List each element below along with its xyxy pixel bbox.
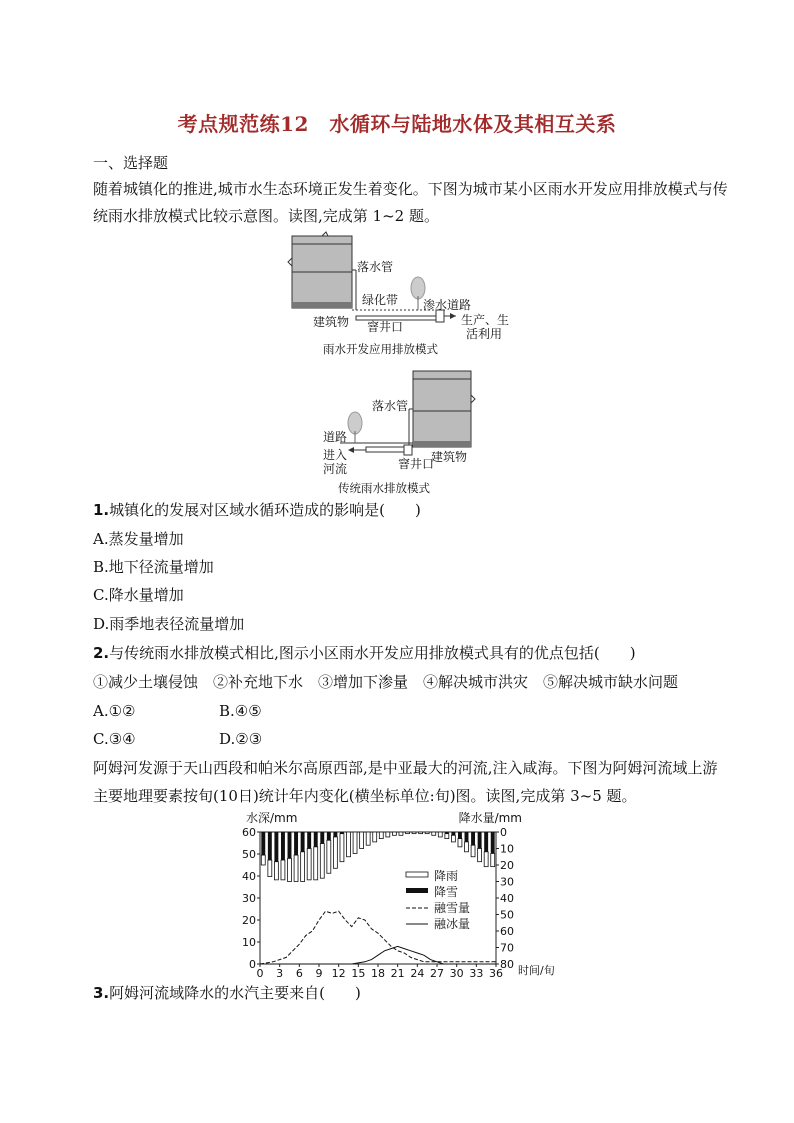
bar-rainfall: [353, 832, 357, 853]
x-tick-label: 6: [295, 967, 303, 980]
question-3-stem: 阿姆河流域降水的水汽主要来自( ): [109, 984, 361, 1002]
legend-label-snowfall: 降雪: [434, 885, 459, 899]
bar-rainfall: [281, 860, 285, 880]
bar-rainfall: [425, 832, 429, 834]
diagram-2-caption: 传统雨水排放模式: [338, 481, 430, 495]
y-right-tick-label: 80: [500, 958, 514, 971]
question-2: [93, 643, 636, 663]
intro-paragraph-1-line-1: 随着城镇化的推进,城市水生态环境正发生着变化。下图为城市某小区雨水开发应用排放模式与传: [93, 180, 728, 198]
bar-rainfall: [432, 832, 436, 835]
section-heading: 一、选择题: [93, 154, 169, 172]
label-use-line-2: 活利用: [466, 327, 503, 341]
bar-snowfall: [261, 832, 265, 855]
label-green-belt: 绿化带: [362, 293, 399, 307]
q2-option-b[interactable]: B.④⑤: [219, 702, 262, 720]
bar-rainfall: [379, 832, 383, 839]
bar-snowfall: [451, 832, 455, 835]
x-tick-label: 27: [430, 967, 444, 980]
label-use-line-1: 生产、生: [461, 313, 510, 327]
bar-snowfall: [491, 832, 495, 853]
x-tick-label: 15: [351, 967, 366, 980]
y-right-tick-label: 30: [500, 875, 514, 889]
bar-snowfall: [465, 832, 469, 842]
bar-rainfall: [471, 845, 475, 857]
question-1: [93, 500, 421, 520]
x-tick-label: 0: [256, 967, 264, 980]
bar-rainfall: [340, 834, 344, 862]
bar-rainfall: [314, 847, 318, 880]
bar-rainfall: [438, 832, 442, 837]
bar-snowfall: [333, 832, 337, 837]
bar-snowfall: [288, 832, 292, 858]
bar-rainfall: [307, 849, 311, 880]
y-axis-left-label: 水深/mm: [246, 811, 298, 825]
bar-snowfall: [327, 832, 331, 840]
bar-snowfall: [281, 832, 285, 860]
x-tick-label: 18: [371, 967, 385, 980]
y-left-tick-label: 50: [242, 848, 256, 861]
q1-option-b[interactable]: B.地下径流量增加: [93, 558, 214, 576]
pipe-shape-2: [366, 447, 406, 452]
bar-rainfall: [320, 844, 324, 879]
intro-paragraph-2-line-2: 主要地理要素按旬(10日)统计年内变化(横坐标单位:旬)图。读图,完成第 3~5 题。: [93, 787, 637, 805]
question-1-stem: 城镇化的发展对区域水循环造成的影响是( ): [109, 501, 421, 519]
bar-snowfall: [471, 832, 475, 845]
bar-rainfall: [268, 860, 272, 877]
x-tick-label: 21: [390, 967, 405, 980]
bar-rainfall: [373, 832, 377, 842]
bar-snowfall: [294, 832, 298, 855]
bar-snowfall: [478, 832, 482, 849]
bar-rainfall: [451, 835, 455, 842]
bar-rainfall: [458, 839, 462, 847]
bar-rainfall: [327, 840, 331, 873]
x-tick-label: 12: [331, 967, 346, 980]
intro-paragraph-1-line-2: 统雨水排放模式比较示意图。读图,完成第 1~2 题。: [93, 207, 439, 225]
y-left-tick-label: 20: [242, 914, 256, 927]
y-right-tick-label: 40: [500, 892, 514, 905]
bar-rainfall: [261, 855, 265, 865]
y-left-tick-label: 60: [242, 826, 256, 839]
page-title: 考点规范练12 水循环与陆地水体及其相互关系: [177, 112, 617, 136]
question-2-stem: 与传统雨水排放模式相比,图示小区雨水开发应用排放模式具有的优点包括( ): [109, 644, 636, 662]
q1-option-a[interactable]: A.蒸发量增加: [93, 530, 184, 548]
y-right-tick-label: 20: [500, 859, 514, 872]
x-tick-label: 36: [489, 967, 503, 980]
label-building-2: 建筑物: [431, 450, 468, 464]
bar-snowfall: [314, 832, 318, 847]
bar-rainfall: [360, 832, 364, 849]
tree-shape-2: [348, 412, 362, 434]
y-left-tick-label: 40: [242, 870, 256, 883]
legend-label-rainfall: 降雨: [434, 869, 459, 883]
bar-rainfall: [301, 852, 305, 882]
bar-rainfall: [478, 849, 482, 862]
label-enter-line-1: 进入: [323, 448, 348, 462]
label-downpipe-2: 落水管: [372, 399, 409, 413]
x-tick-label: 9: [315, 967, 323, 980]
y-left-tick-label: 30: [242, 892, 256, 905]
building-shape-2: [413, 371, 471, 447]
x-tick-label: 24: [410, 967, 425, 980]
question-3: [93, 983, 361, 1003]
bar-rainfall: [491, 853, 495, 866]
bar-rainfall: [484, 852, 488, 867]
amu-darya-chart: [230, 808, 560, 980]
bar-rainfall: [419, 832, 423, 834]
q2-option-d[interactable]: D.②③: [219, 730, 263, 748]
y-left-tick-label: 10: [242, 936, 256, 949]
bar-snowfall: [307, 832, 311, 849]
label-manhole-1: 窨井口: [367, 320, 404, 334]
x-tick-label: 3: [276, 967, 284, 980]
building-foundation-2: [413, 441, 471, 447]
q1-option-c[interactable]: C.降水量增加: [93, 586, 184, 604]
bar-rainfall: [294, 855, 298, 881]
bar-snowfall: [458, 832, 462, 839]
legend-label-icemelt: 融冰量: [434, 917, 471, 931]
y-right-tick-label: 10: [500, 842, 514, 856]
bar-rainfall: [386, 832, 390, 837]
x-tick-label: 30: [449, 967, 464, 980]
question-1-number: 1.: [93, 501, 110, 519]
bar-snowfall: [301, 832, 305, 852]
bar-rainfall: [347, 832, 351, 857]
bar-rainfall: [412, 832, 416, 834]
label-manhole-2: 窨井口: [398, 457, 435, 471]
bar-rainfall: [366, 832, 370, 845]
label-enter-line-2: 河流: [323, 462, 348, 476]
q2-items: ①减少土壤侵蚀 ②补充地下水 ③增加下渗量 ④解决城市洪灾 ⑤解决城市缺水问题: [93, 673, 679, 691]
bar-rainfall: [465, 842, 469, 852]
y-right-tick-label: 0: [500, 826, 507, 839]
bar-rainfall: [406, 832, 410, 834]
building-foundation: [292, 302, 352, 308]
bar-snowfall: [320, 832, 324, 844]
manhole-shape-2: [404, 445, 412, 455]
legend-swatch-snowfall: [406, 888, 428, 893]
question-2-number: 2.: [93, 644, 110, 662]
bar-rainfall: [445, 834, 449, 839]
line-icemelt: [260, 946, 496, 964]
bar-rainfall: [333, 837, 337, 868]
y-right-tick-label: 60: [500, 925, 514, 938]
diagram-1-caption: 雨水开发应用排放模式: [323, 342, 438, 356]
legend-swatch-rainfall: [406, 872, 428, 877]
label-road: 道路: [323, 430, 348, 444]
legend-label-snowmelt: 融雪量: [434, 901, 471, 915]
bar-snowfall: [484, 832, 488, 852]
label-downpipe-1: 落水管: [357, 260, 394, 274]
q2-option-c[interactable]: C.③④: [93, 730, 136, 748]
intro-paragraph-2-line-1: 阿姆河发源于天山西段和帕米尔高原西部,是中亚最大的河流,注入咸海。下图为阿姆河流域上游: [93, 759, 718, 777]
y-axis-right-label: 降水量/mm: [458, 811, 522, 825]
bar-rainfall: [274, 862, 278, 880]
q2-option-a[interactable]: A.①②: [93, 702, 136, 720]
y-right-tick-label: 50: [500, 908, 514, 922]
question-3-number: 3.: [93, 984, 110, 1002]
q1-option-d[interactable]: D.雨季地表径流量增加: [93, 615, 245, 633]
bar-snowfall: [274, 832, 278, 862]
y-right-tick-label: 70: [500, 941, 514, 955]
y-left-tick-label: 0: [249, 958, 256, 971]
label-permeable-road: 渗水道路: [423, 298, 472, 312]
label-building-1: 建筑物: [313, 315, 350, 329]
x-tick-label: 33: [469, 967, 484, 980]
bar-snowfall: [268, 832, 272, 860]
bar-rainfall: [288, 858, 292, 881]
bar-rainfall: [399, 832, 403, 835]
x-axis-label: 时间/旬: [518, 964, 555, 977]
bar-rainfall: [392, 832, 396, 835]
